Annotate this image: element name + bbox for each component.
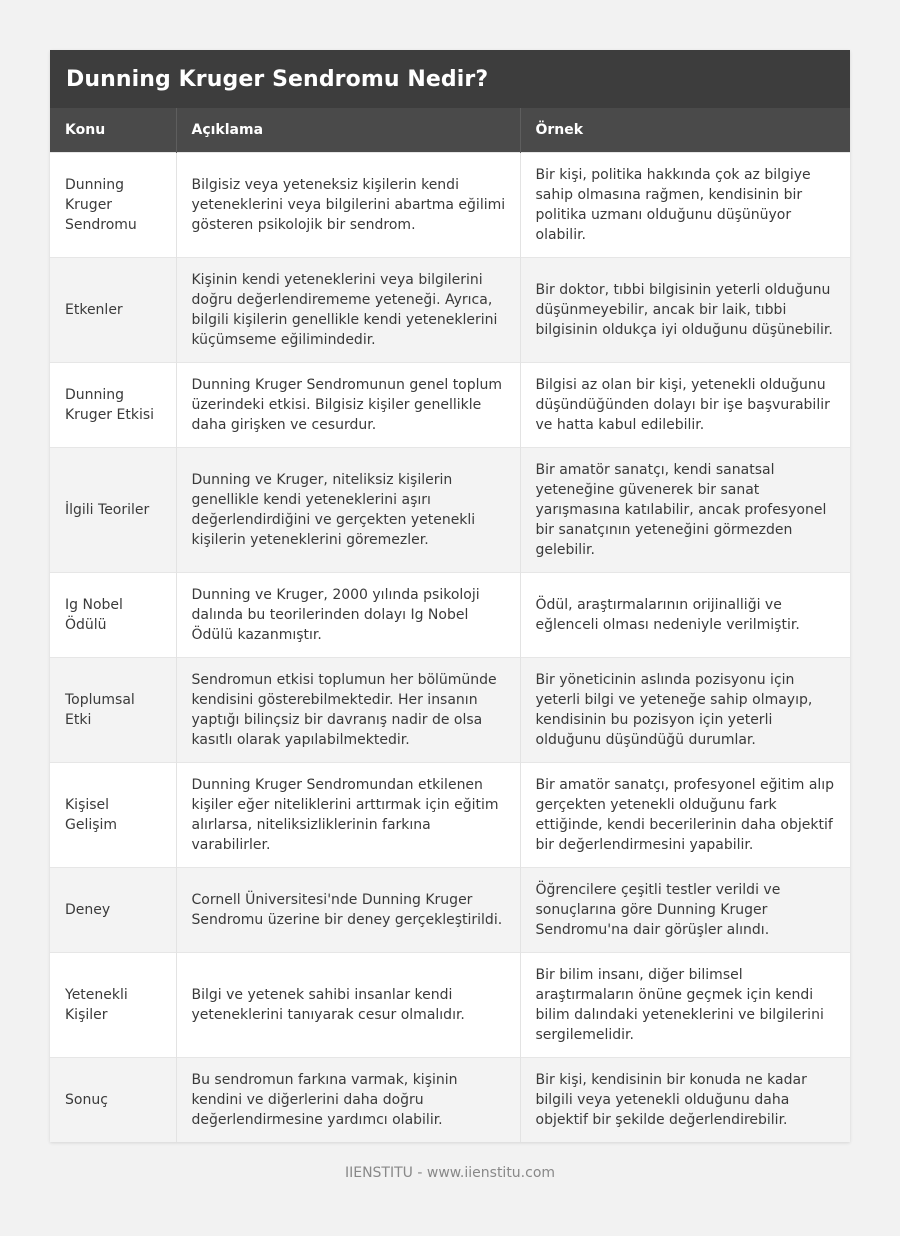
cell-aciklama: Sendromun etkisi toplumun her bölümünde kendisini gösterebilmektedir. Her insanın yaptığı bilinçsiz bir davranış nadir de olsa kasıtlı olarak yapılabilmektedir. [176,657,520,762]
table-row [50,952,850,1057]
cell-konu: Dunning Kruger Etkisi [50,362,176,447]
cell-aciklama: Bilgi ve yetenek sahibi insanlar kendi yeteneklerini tanıyarak cesur olmalıdır. [176,952,520,1057]
cell-konu: Toplumsal Etki [50,657,176,762]
table-row [50,657,850,762]
table-row [50,447,850,572]
content-card [50,50,850,1142]
column-header-aciklama: Açıklama [176,108,520,152]
cell-konu: Kişisel Gelişim [50,762,176,867]
cell-ornek: Bir doktor, tıbbi bilgisinin yeterli olduğunu düşünmeyebilir, ancak bir laik, tıbbi bilgisinin oldukça iyi olduğunu düşünebilir. [520,257,850,362]
cell-ornek: Bir amatör sanatçı, kendi sanatsal yeteneğine güvenerek bir sanat yarışmasına katılabilir, ancak profesyonel bir sanatçının yeteneğini görmezden gelebilir. [520,447,850,572]
cell-aciklama: Dunning Kruger Sendromundan etkilenen kişiler eğer niteliklerini arttırmak için eğitim alırlarsa, niteliksizliklerinin farkına varabilirler. [176,762,520,867]
column-header-konu: Konu [50,108,176,152]
cell-ornek: Bir bilim insanı, diğer bilimsel araştırmaların önüne geçmek için kendi bilim dalındaki yeteneklerini ve bilgilerini sergilemelidir. [520,952,850,1057]
cell-ornek: Bir kişi, kendisinin bir konuda ne kadar bilgili veya yetenekli olduğunu daha objektif bir şekilde değerlendirebilir. [520,1057,850,1142]
cell-aciklama: Dunning ve Kruger, niteliksiz kişilerin genellikle kendi yeteneklerini aşırı değerlendirdiğini ve gerçekten yetenekli kişilerin yeteneklerini göremezler. [176,447,520,572]
cell-konu: Sonuç [50,1057,176,1142]
cell-ornek: Bir kişi, politika hakkında çok az bilgiye sahip olmasına rağmen, kendisinin bir politika uzmanı olduğunu düşünüyor olabilir. [520,152,850,257]
info-table [50,108,850,1142]
cell-ornek: Bilgisi az olan bir kişi, yetenekli olduğunu düşündüğünden dolayı bir işe başvurabilir ve hatta kabul edilebilir. [520,362,850,447]
table-row [50,762,850,867]
table-row [50,572,850,657]
cell-aciklama: Dunning ve Kruger, 2000 yılında psikoloji dalında bu teorilerinden dolayı Ig Nobel Ödülü kazanmıştır. [176,572,520,657]
title-bar [50,50,850,108]
cell-konu: Dunning Kruger Sendromu [50,152,176,257]
table-row [50,257,850,362]
page-title: Dunning Kruger Sendromu Nedir? [66,66,489,92]
cell-konu: Deney [50,867,176,952]
table-row [50,152,850,257]
footer-credit: IIENSTITU - www.iienstitu.com [344,1165,556,1181]
column-header-ornek: Örnek [520,108,850,152]
cell-konu: Ig Nobel Ödülü [50,572,176,657]
cell-ornek: Öğrencilere çeşitli testler verildi ve sonuçlarına göre Dunning Kruger Sendromu'na dair görüşler alındı. [520,867,850,952]
cell-aciklama: Bilgisiz veya yeteneksiz kişilerin kendi yeteneklerini veya bilgilerini abartma eğilimi gösteren psikolojik bir sendrom. [176,152,520,257]
table-header-row [50,108,850,152]
cell-aciklama: Kişinin kendi yeteneklerini veya bilgilerini doğru değerlendirememe yeteneği. Ayrıca, bilgili kişilerin genellikle kendi yeteneklerini küçümseme eğilimindedir. [176,257,520,362]
cell-aciklama: Bu sendromun farkına varmak, kişinin kendini ve diğerlerini daha doğru değerlendirmesine yardımcı olabilir. [176,1057,520,1142]
cell-konu: Yetenekli Kişiler [50,952,176,1057]
cell-konu: Etkenler [50,257,176,362]
cell-konu: İlgili Teoriler [50,447,176,572]
table-row [50,867,850,952]
table-row [50,1057,850,1142]
cell-ornek: Bir amatör sanatçı, profesyonel eğitim alıp gerçekten yetenekli olduğunu fark ettiğinde, kendi becerilerinin daha objektif bir değerlendirmesini yapabilir. [520,762,850,867]
cell-aciklama: Dunning Kruger Sendromunun genel toplum üzerindeki etkisi. Bilgisiz kişiler genellikle daha girişken ve cesurdur. [176,362,520,447]
cell-ornek: Ödül, araştırmalarının orijinalliği ve eğlenceli olması nedeniyle verilmiştir. [520,572,850,657]
cell-ornek: Bir yöneticinin aslında pozisyonu için yeterli bilgi ve yeteneğe sahip olmayıp, kendisinin bu pozisyon için yeterli olduğunu düşündüğü durumlar. [520,657,850,762]
table-row [50,362,850,447]
cell-aciklama: Cornell Üniversitesi'nde Dunning Kruger Sendromu üzerine bir deney gerçekleştirildi. [176,867,520,952]
